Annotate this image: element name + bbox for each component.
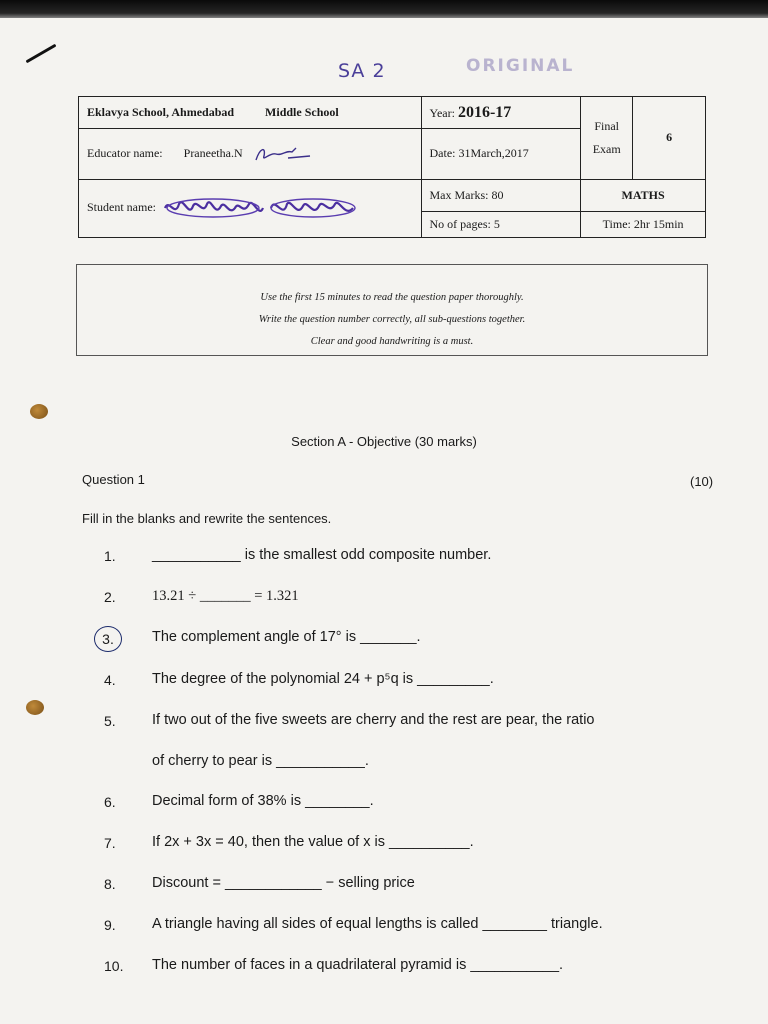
instruction-line: Clear and good handwriting is a must. <box>310 336 474 347</box>
exam-type-line2: Exam <box>592 141 621 156</box>
item-text-continued: of cherry to pear is ___________. <box>152 753 369 769</box>
educator-name: Praneetha.N <box>183 145 243 160</box>
handwritten-sa2: SA 2 <box>338 60 386 82</box>
student-cell <box>79 179 422 237</box>
item-text: The number of faces in a quadrilateral pyramid is ___________. <box>152 957 564 973</box>
question-instruction: Fill in the blanks and rewrite the sentences. <box>82 511 332 526</box>
item-number: 9. <box>104 917 116 933</box>
student-label: Student name: <box>87 200 156 215</box>
item-number: 4. <box>104 672 116 688</box>
date-cell: Date: 31March,2017 <box>421 129 581 179</box>
school-level: Middle School <box>265 105 339 120</box>
instruction-line: Use the first 15 minutes to read the question paper thoroughly. <box>260 292 524 303</box>
year-label: Year: <box>429 105 455 120</box>
item-text: The complement angle of 17° is _______. <box>152 629 421 645</box>
item-text: A triangle having all sides of equal lengths is called ________ triangle. <box>152 916 603 932</box>
exam-type-cell <box>581 97 633 180</box>
grade-number: 6 <box>633 97 706 180</box>
original-stamp: ORIGINAL <box>466 56 575 76</box>
exam-type-line1: Final <box>594 118 620 133</box>
question-title: Question 1 <box>82 472 145 487</box>
question-marks: (10) <box>690 474 714 489</box>
educator-signature <box>252 142 314 166</box>
scribbled-student-name <box>163 196 359 220</box>
item-number: 7. <box>104 835 116 851</box>
item-number: 6. <box>104 794 116 810</box>
subject-cell: MATHS <box>581 179 706 211</box>
item-text: Decimal form of 38% is ________. <box>152 793 374 809</box>
item-text: 13.21 ÷ _______ = 1.321 <box>152 588 299 604</box>
punch-hole <box>26 700 44 715</box>
time-cell: Time: 2hr 15min <box>581 211 706 237</box>
item-text: Discount = ____________ − selling price <box>152 875 415 891</box>
exam-header-table <box>78 96 706 238</box>
item-number: 8. <box>104 876 116 892</box>
item-text: If 2x + 3x = 40, then the value of x is __________. <box>152 834 474 850</box>
item-number: 2. <box>104 589 116 605</box>
max-marks-cell: Max Marks: 80 <box>421 179 581 211</box>
year-cell <box>421 97 581 129</box>
pages-cell: No of pages: 5 <box>421 211 581 237</box>
punch-hole <box>30 404 48 419</box>
item-number-circled: 3. <box>94 626 122 652</box>
item-text: If two out of the five sweets are cherry and the rest are pear, the ratio <box>152 712 595 728</box>
school-cell <box>79 97 422 129</box>
educator-label: Educator name: <box>87 145 163 160</box>
educator-cell <box>79 129 422 179</box>
year-value: 2016-17 <box>457 103 512 121</box>
item-number: 10. <box>104 958 124 974</box>
instruction-line: Write the question number correctly, all sub-questions together. <box>258 314 526 325</box>
school-name: Eklavya School, Ahmedabad <box>87 105 235 120</box>
item-number: 5. <box>104 713 116 729</box>
section-title: Section A - Objective (30 marks) <box>291 434 477 449</box>
instructions-box <box>76 264 708 356</box>
item-number: 1. <box>104 548 116 564</box>
item-text: ___________ is the smallest odd composite number. <box>152 547 492 563</box>
item-text: The degree of the polynomial 24 + p⁵q is _________. <box>152 671 494 687</box>
